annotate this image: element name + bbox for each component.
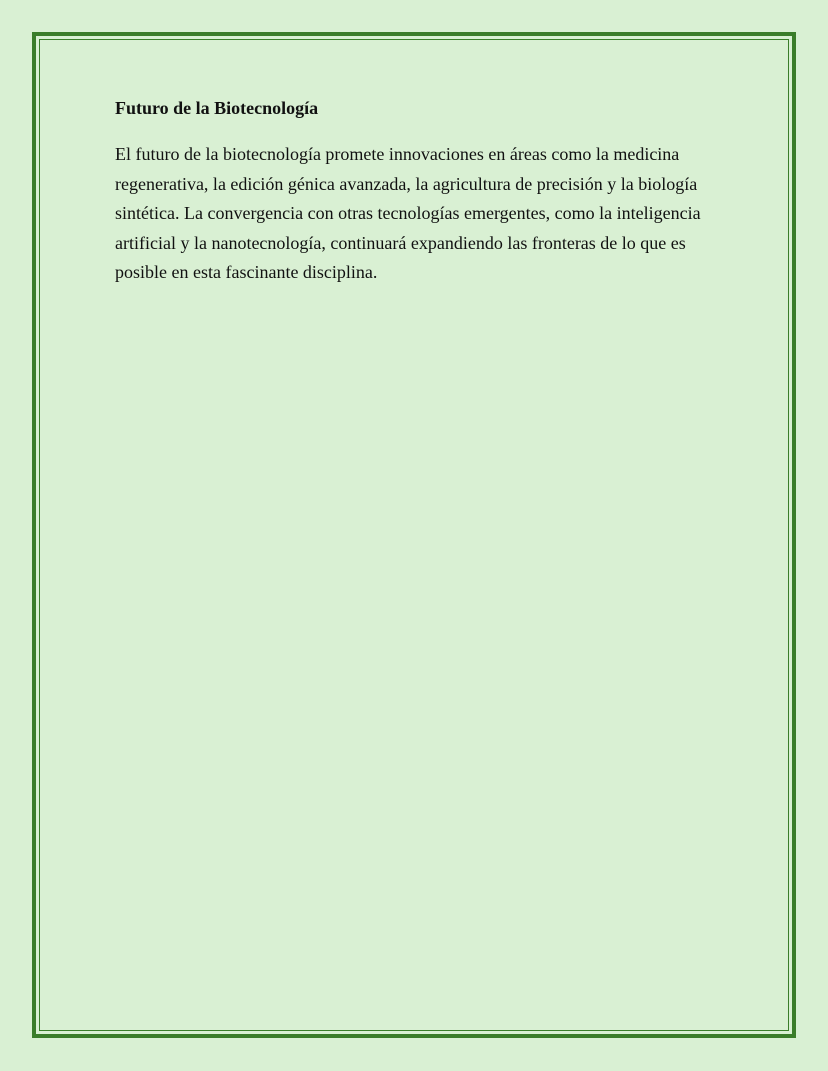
- document-body: [115, 96, 735, 288]
- section-heading: Futuro de la Biotecnología: [115, 98, 319, 118]
- section-paragraph: El futuro de la biotecnología promete innovaciones en áreas como la medicina regenerativa, la edición génica avanzada, la agricultura de precisión y la biología sintética. La convergencia con otras tecnologías emergentes, como la inteligencia artificial y la nanotecnología, continuará expandiendo las fronteras de lo que es posible en esta fascinante disciplina.: [115, 144, 701, 282]
